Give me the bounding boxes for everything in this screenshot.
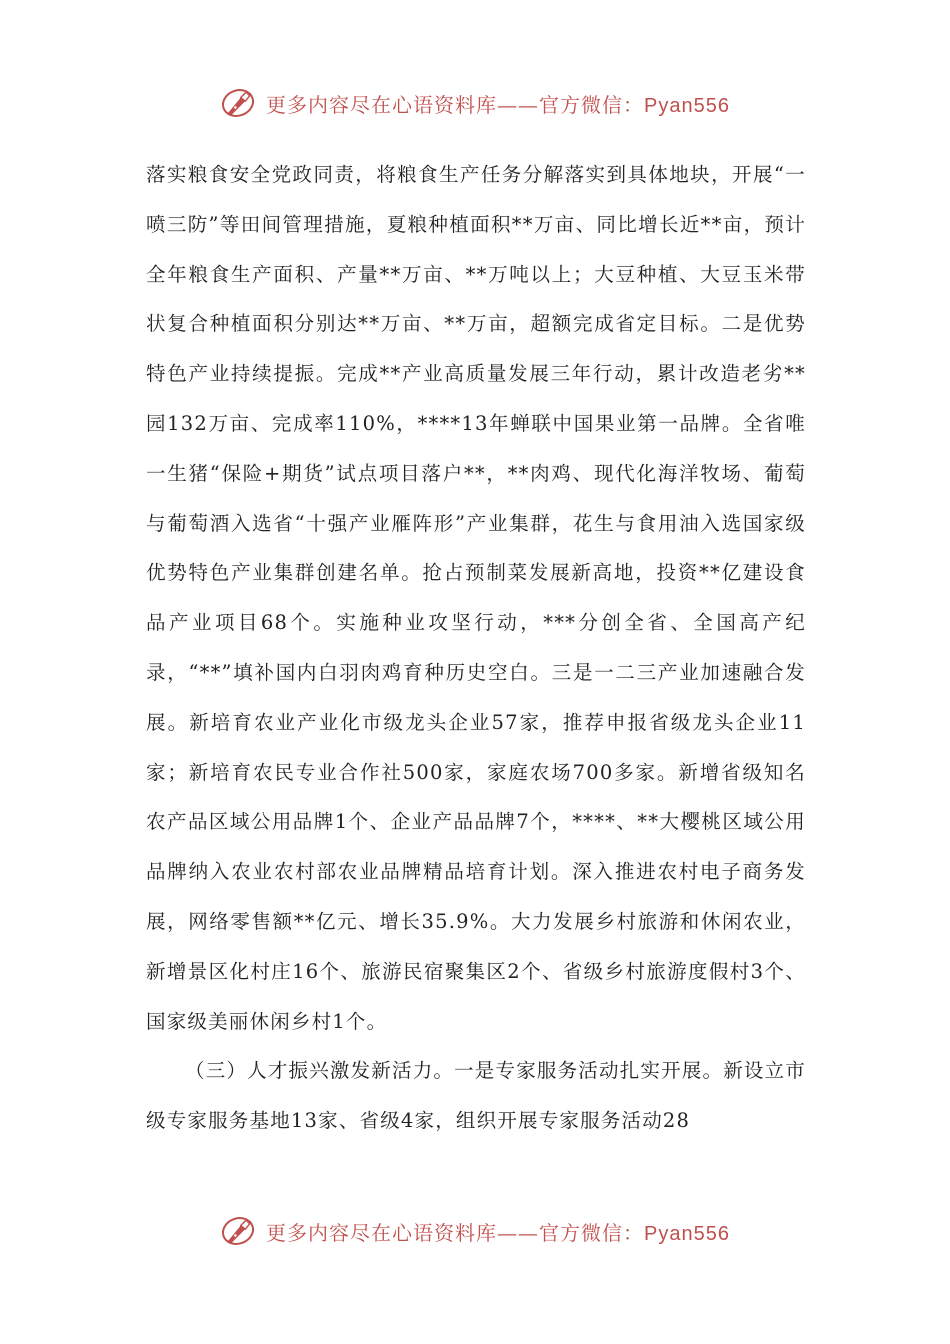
header-banner-wechat: 官方微信：Pyan556: [539, 94, 730, 117]
footer-banner-wechat: 官方微信：Pyan556: [539, 1222, 730, 1245]
header-banner-main: 更多内容尽在心语资料库: [266, 92, 498, 117]
header-banner-text: [266, 89, 730, 118]
footer-banner-dash: ——: [497, 1220, 540, 1245]
document-body: [146, 150, 806, 1146]
footer-banner: [0, 1208, 950, 1254]
pen-nib-logo-icon: [220, 1213, 256, 1249]
body-paragraph: （三）人才振兴激发新活力。一是专家服务活动扎实开展。新设立市级专家服务基地13家、省级4家，组织开展专家服务活动28: [146, 1059, 807, 1133]
header-banner-dash: ——: [497, 92, 540, 117]
body-paragraph: 落实粮食安全党政同责，将粮食生产任务分解落实到具体地块，开展“一喷三防”等田间管理措施，夏粮种植面积**万亩、同比增长近**亩，预计全年粮食生产面积、产量**万亩、**万吨以上；大豆种植、大豆玉米带状复合种植面积分别达**万亩、**万亩，超额完成省定目标。二是优势特色产业持续提振。完成**产业高质量发展三年行动，累计改造老劣**园132万亩、完成率110%，****13年蝉联中国果业第一品牌。全省唯一生猪“保险+期货”试点项目落户**，**肉鸡、现代化海洋牧场、葡萄与葡萄酒入选省“十强产业雁阵形”产业集群，花生与食用油入选国家级优势特色产业集群创建名单。抢占预制菜发展新高地，投资**亿建设食品产业项目68个。实施种业攻坚行动，***分创全省、全国高产纪录，“**”填补国内白羽肉鸡育种历史空白。三是一二三产业加速融合发展。新培育农业产业化市级龙头企业57家，推荐申报省级龙头企业11家；新培育农民专业合作社500家，家庭农场700多家。新增省级知名农产品区域公用品牌1个、企业产品品牌7个，****、**大樱桃区域公用品牌纳入农业农村部农业品牌精品培育计划。深入推进农村电子商务发展，网络零售额**亿元、增长35.9%。大力发展乡村旅游和休闲农业，新增景区化村庄16个、旅游民宿聚集区2个、省级乡村旅游度假村3个、国家级美丽休闲乡村1个。: [146, 163, 806, 1033]
footer-banner-main: 更多内容尽在心语资料库: [266, 1220, 498, 1245]
pen-nib-logo-icon: [220, 85, 256, 121]
footer-banner-text: [266, 1217, 730, 1246]
header-banner: [0, 80, 950, 126]
